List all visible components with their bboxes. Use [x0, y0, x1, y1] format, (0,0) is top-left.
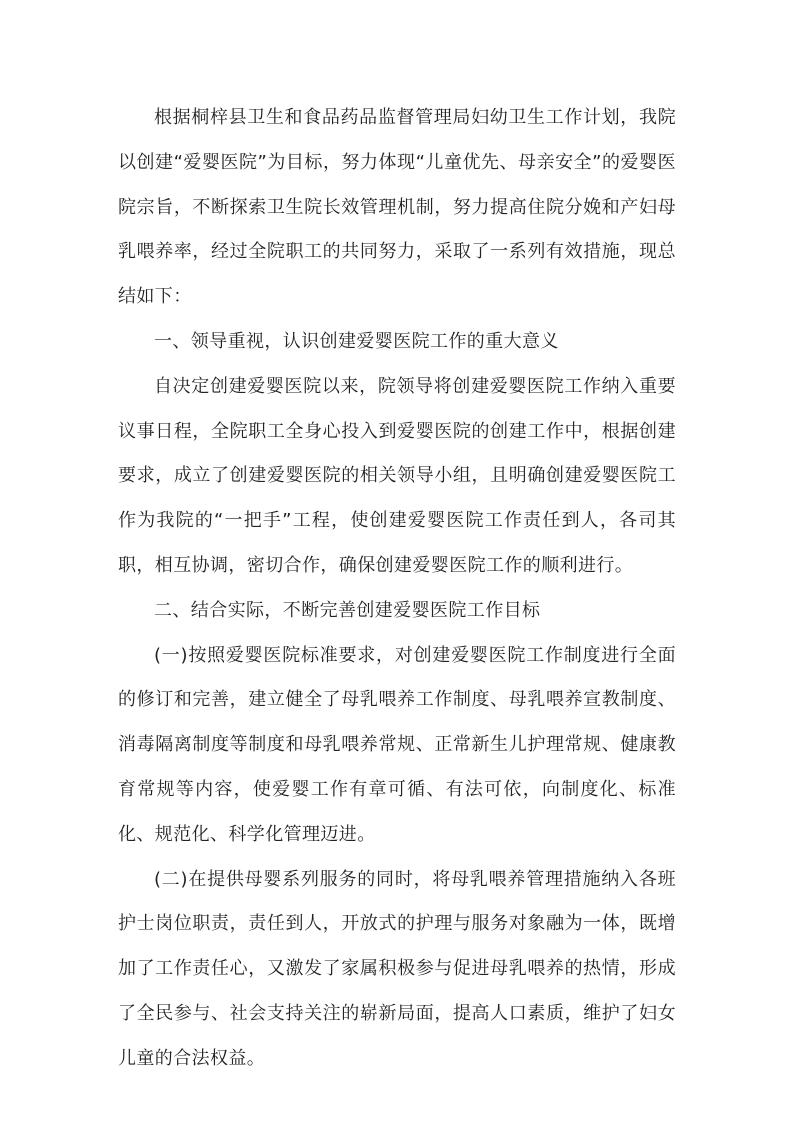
section-heading-1: 一、领导重视，认识创建爱婴医院工作的重大意义: [154, 330, 559, 352]
paragraph-section-1: 自决定创建爱婴医院以来，院领导将创建爱婴医院工作纳入重要议事日程，全院职工全身心投入到爱婴医院的创建工作中，根据创建要求，成立了创建爱婴医院的相关领导小组，且明确创建爱婴医院工作为我院的“一把手”工程，使创建爱婴医院工作责任到人，各司其职，相互协调，密切合作，确保创建爱婴医院工作的顺利进行。: [118, 375, 676, 576]
section-heading-2: 二、结合实际，不断完善创建爱婴医院工作目标: [154, 599, 541, 621]
document-body: [118, 96, 676, 1082]
paragraph-item-1: (一)按照爱婴医院标准要求，对创建爱婴医院工作制度进行全面的修订和完善，建立健全了母乳喂养工作制度、母乳喂养宣教制度、消毒隔离制度等制度和母乳喂养常规、正常新生儿护理常规、健康教育常规等内容，使爱婴工作有章可循、有法可依，向制度化、标准化、规范化、科学化管理迈进。: [118, 644, 676, 845]
paragraph-item-2: (二)在提供母婴系列服务的同时，将母乳喂养管理措施纳入各班护士岗位职责，责任到人，开放式的护理与服务对象融为一体，既增加了工作责任心，又激发了家属积极参与促进母乳喂养的热情，形成了全民参与、社会支持关注的崭新局面，提高人口素质，维护了妇女儿童的合法权益。: [118, 868, 676, 1069]
paragraph-intro: 根据桐梓县卫生和食品药品监督管理局妇幼卫生工作计划，我院以创建“爱婴医院”为目标，努力体现“儿童优先、母亲安全”的爱婴医院宗旨，不断探索卫生院长效管理机制，努力提高住院分娩和产妇母乳喂养率，经过全院职工的共同努力，采取了一系列有效措施，现总结如下：: [118, 107, 676, 308]
